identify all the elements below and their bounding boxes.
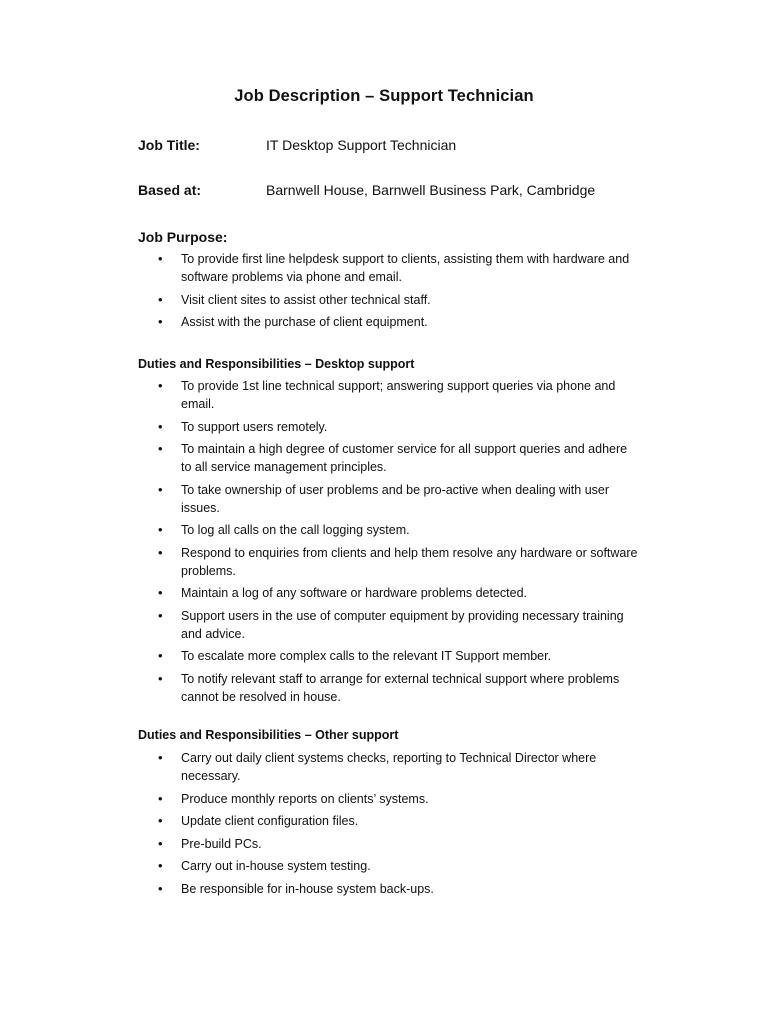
based-at-value: Barnwell House, Barnwell Business Park, Cambridge bbox=[266, 182, 596, 198]
list-item: • Assist with the purchase of client equipment. bbox=[158, 313, 638, 331]
desktop-support-list bbox=[158, 377, 638, 710]
list-item: • Respond to enquiries from clients and help them resolve any hardware or software problems. bbox=[158, 544, 638, 580]
job-purpose-list bbox=[158, 250, 638, 336]
list-item: • To maintain a high degree of customer service for all support queries and adhere to all service management principles. bbox=[158, 440, 638, 476]
list-item: • To log all calls on the call logging system. bbox=[158, 521, 638, 539]
list-item: • Visit client sites to assist other technical staff. bbox=[158, 291, 638, 309]
job-title-value: IT Desktop Support Technician bbox=[266, 137, 457, 153]
other-support-heading: Duties and Responsibilities – Other support bbox=[138, 728, 399, 742]
list-item: • To provide first line helpdesk support to clients, assisting them with hardware and software problems via phone and email. bbox=[158, 250, 638, 286]
list-item: • Support users in the use of computer equipment by providing necessary training and advice. bbox=[158, 607, 638, 643]
list-item: • Produce monthly reports on clients’ systems. bbox=[158, 790, 638, 808]
job-purpose-label: Job Purpose: bbox=[138, 229, 228, 245]
list-item: • To support users remotely. bbox=[158, 418, 638, 436]
based-at-label: Based at: bbox=[138, 182, 202, 198]
other-support-list bbox=[158, 749, 638, 902]
page-title: Job Description – Support Technician bbox=[234, 87, 534, 105]
job-title-label: Job Title: bbox=[138, 137, 200, 153]
list-item: • To notify relevant staff to arrange for external technical support where problems cannot be resolved in house. bbox=[158, 670, 638, 706]
desktop-support-heading: Duties and Responsibilities – Desktop support bbox=[138, 357, 415, 371]
list-item: • Carry out in-house system testing. bbox=[158, 857, 638, 875]
list-item: • Carry out daily client systems checks, reporting to Technical Director where necessary. bbox=[158, 749, 638, 785]
list-item: • Be responsible for in-house system back-ups. bbox=[158, 880, 638, 898]
list-item: • To provide 1st line technical support; answering support queries via phone and email. bbox=[158, 377, 638, 413]
list-item: • Pre-build PCs. bbox=[158, 835, 638, 853]
list-item: • To escalate more complex calls to the relevant IT Support member. bbox=[158, 647, 638, 665]
list-item: • Update client configuration files. bbox=[158, 812, 638, 830]
list-item: • To take ownership of user problems and be pro-active when dealing with user issues. bbox=[158, 481, 638, 517]
list-item: • Maintain a log of any software or hardware problems detected. bbox=[158, 584, 638, 602]
